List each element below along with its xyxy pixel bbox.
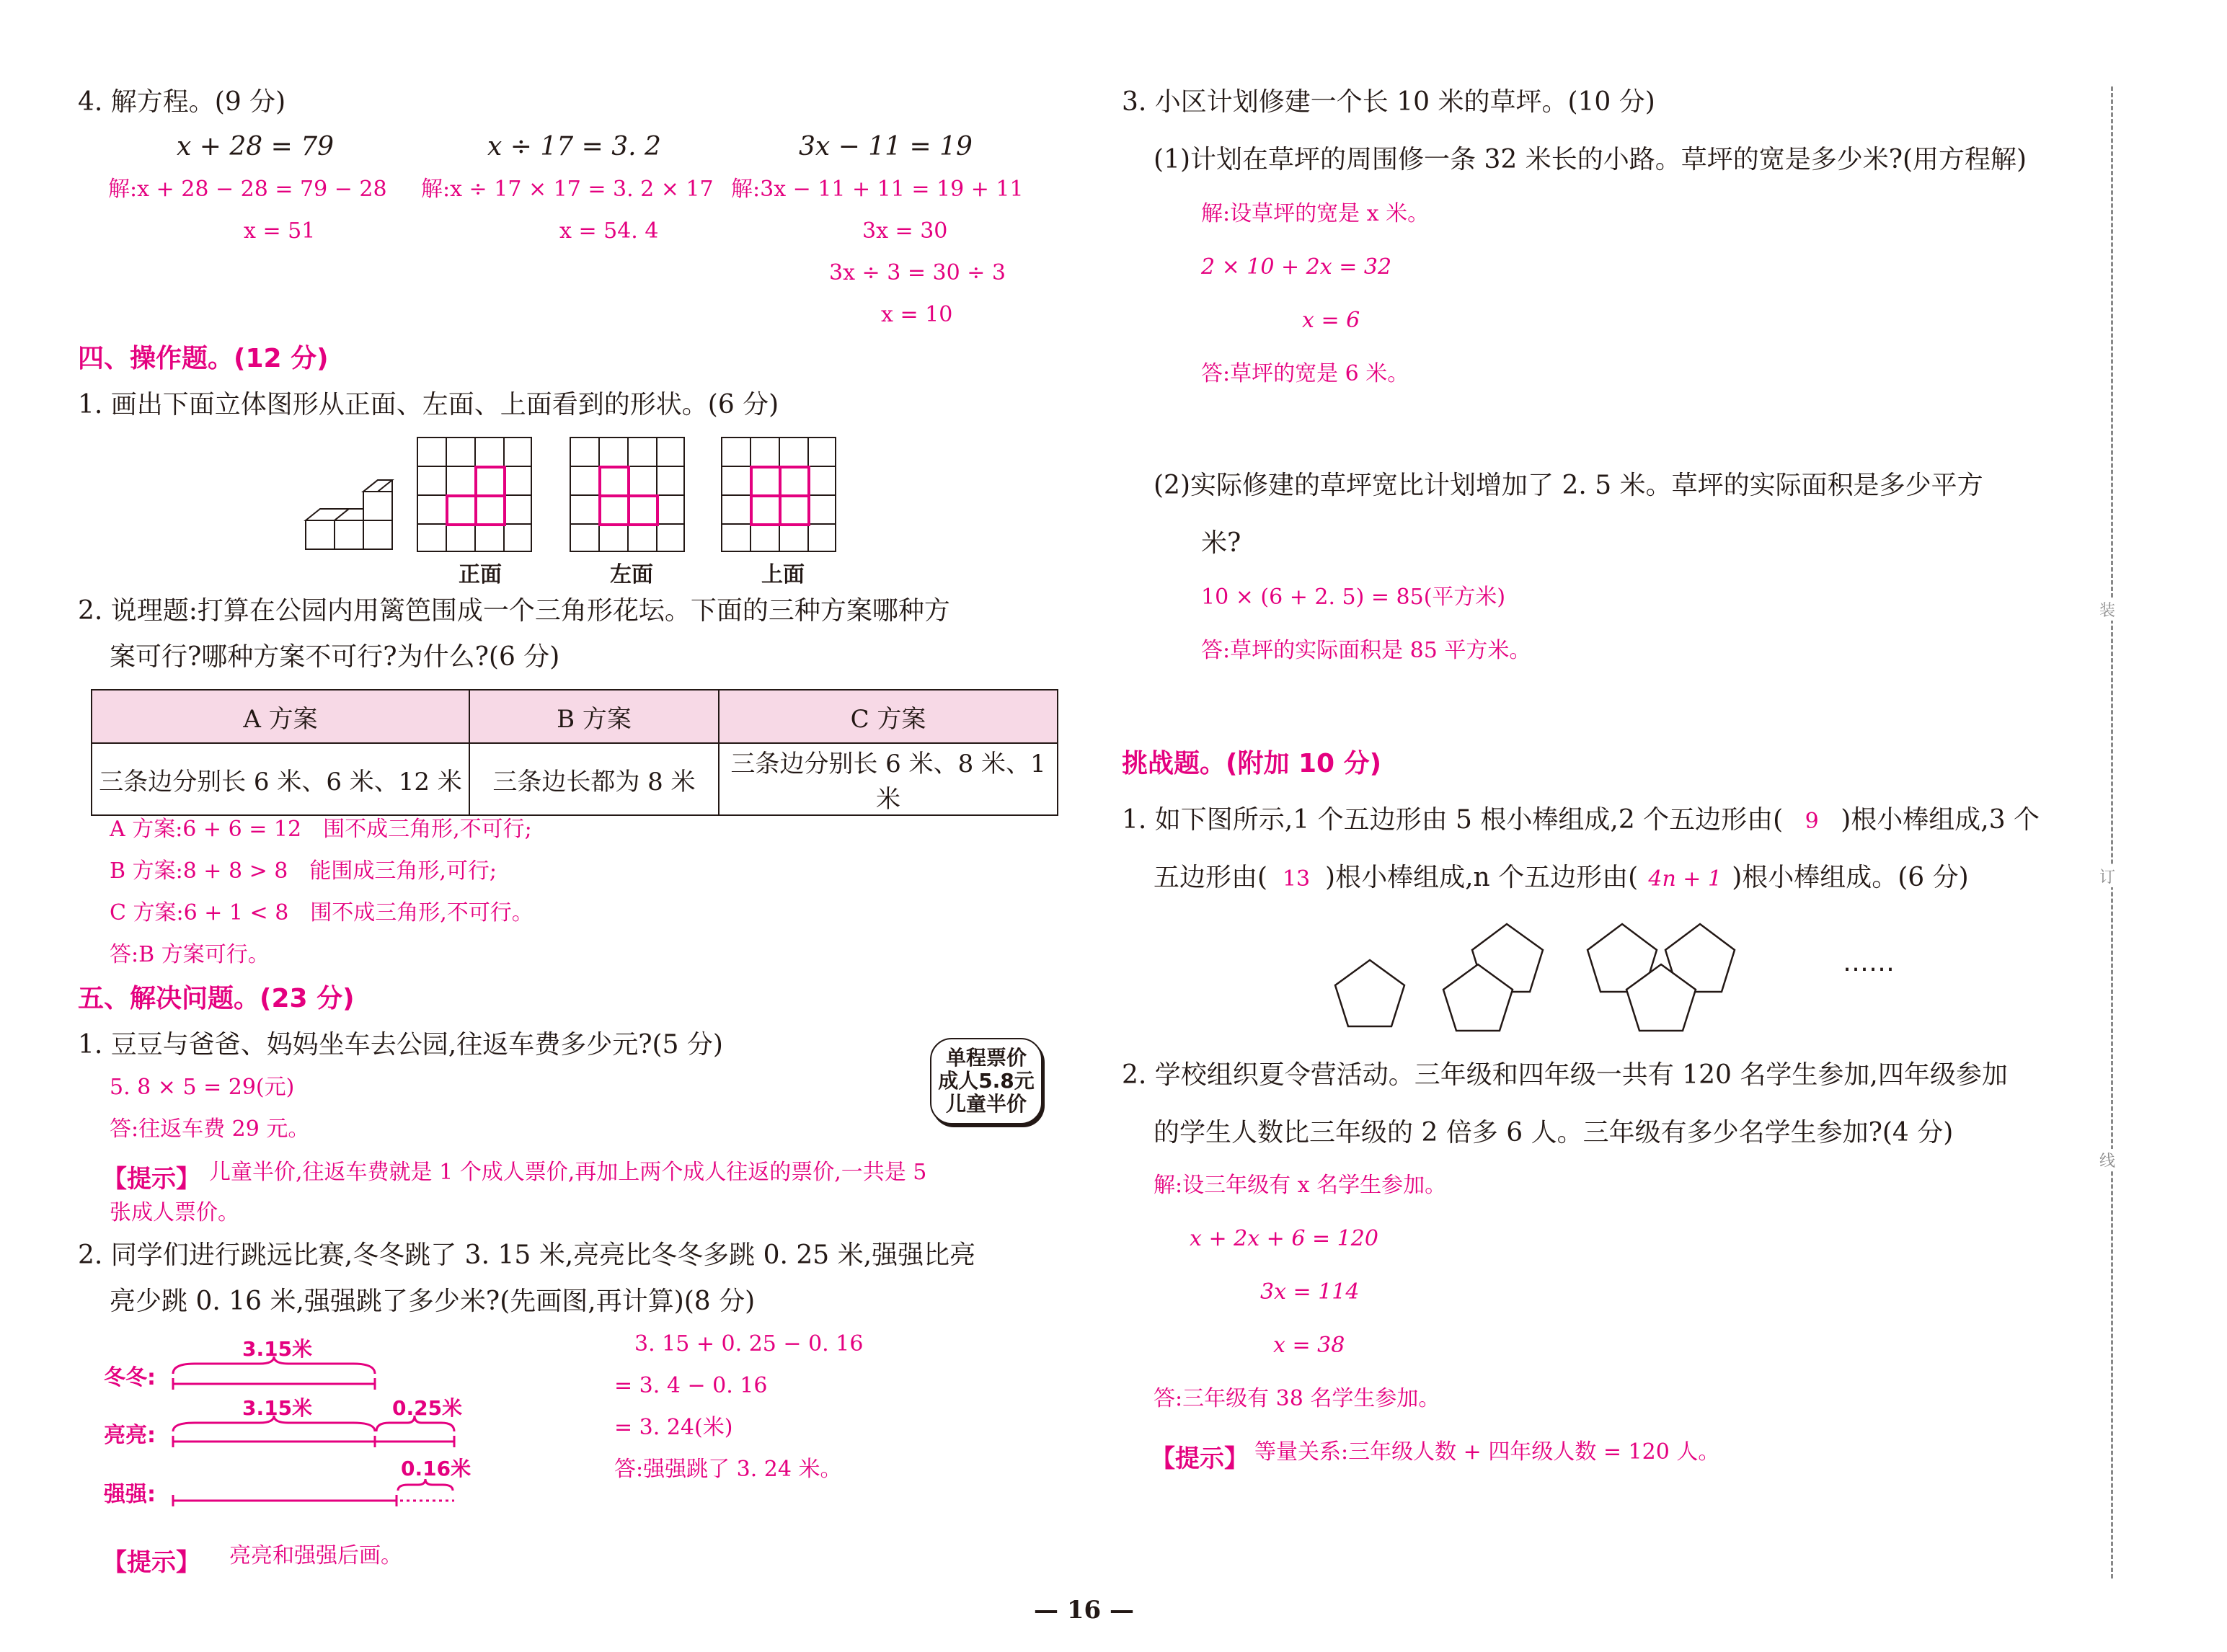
side-mark-ding: 订	[2099, 865, 2115, 887]
dia-016: 0.16米	[401, 1457, 471, 1480]
eq2-step2: x = 54. 4	[559, 218, 659, 244]
line-segment-diagram	[166, 1355, 469, 1514]
challenge-q2-line1: 2. 学校组织夏令营活动。三年级和四年级一共有 120 名学生参加,四年级参加	[1122, 1060, 2008, 1090]
front-view-drawing	[417, 437, 532, 552]
brace-qiangqiang-016	[398, 1479, 453, 1491]
q3-p2-answer: 答:草坪的实际面积是 85 平方米。	[1201, 638, 1531, 663]
challenge-q2-answer: 答:三年级有 38 名学生参加。	[1154, 1386, 1440, 1411]
binding-dashed-line	[2111, 86, 2113, 1578]
top-view-label: 上面	[761, 562, 805, 587]
plan-b-header: B 方案	[469, 690, 719, 743]
challenge-q2-step2: x + 2x + 6 = 120	[1190, 1226, 1378, 1251]
fare-line3: 儿童半价	[945, 1092, 1027, 1116]
pentagon-three	[1588, 924, 1735, 1031]
hint-label: 【提示】	[102, 1165, 200, 1194]
brace-dongdong-top	[173, 1356, 375, 1374]
hint-label-3: 【提示】	[1151, 1444, 1249, 1473]
challenge-q1-text-a: 1. 如下图所示,1 个五边形由 5 根小棒组成,2 个五边形由(	[1122, 805, 1784, 835]
cube-figure	[303, 461, 397, 555]
fare-sign	[930, 1038, 1042, 1124]
side-mark-xian: 线	[2099, 1149, 2115, 1171]
q3-title: 3. 小区计划修建一个长 10 米的草坪。(10 分)	[1122, 87, 1655, 117]
q3-part2-line1: (2)实际修建的草坪宽比计划增加了 2. 5 米。草坪的实际面积是多少平方	[1154, 471, 1983, 500]
eq1-step1: 解:x + 28 − 28 = 79 − 28	[108, 177, 387, 202]
eq3-step2: 3x = 30	[862, 218, 948, 244]
challenge-heading: 挑战题。(附加 10 分)	[1122, 749, 1382, 778]
challenge-q2-step3: 3x = 114	[1260, 1279, 1360, 1305]
pentagon-two	[1443, 924, 1543, 1031]
challenge-blank-13: 13	[1282, 866, 1311, 892]
plans-table-row	[92, 743, 1058, 815]
q3-p1-step1: 解:设草坪的宽是 x 米。	[1201, 201, 1430, 226]
plan-b-cell: 三条边长都为 8 米	[469, 743, 719, 815]
challenge-q1-line1	[1122, 807, 2040, 833]
sec5-q2-calc2: = 3. 4 − 0. 16	[614, 1373, 768, 1398]
plan-c-header: C 方案	[719, 690, 1058, 743]
side-mark-zhuang: 装	[2099, 598, 2115, 621]
dia-315: 3.15米	[242, 1396, 313, 1420]
sec4-q1: 1. 画出下面立体图形从正面、左面、上面看到的形状。(6 分)	[78, 390, 779, 419]
dia-label-qiangqiang: 强强:	[104, 1482, 156, 1507]
challenge-q1-text-e: )根小棒组成,n 个五边形由(	[1325, 863, 1639, 892]
hint-label-2: 【提示】	[102, 1548, 200, 1577]
eq3-step4: x = 10	[881, 302, 953, 327]
plan-c-answer: C 方案:6 + 1 < 8 围不成三角形,不可行。	[110, 900, 533, 925]
eq1-step2: x = 51	[244, 218, 316, 244]
challenge-q2-step4: x = 38	[1273, 1333, 1345, 1358]
top-view-drawing	[721, 437, 836, 552]
challenge-q2-line2: 的学生人数比三年级的 2 倍多 6 人。三年级有多少名学生参加?(4 分)	[1154, 1118, 1954, 1147]
challenge-blank-9: 9	[1805, 809, 1819, 834]
section4-heading: 四、操作题。(12 分)	[78, 344, 329, 373]
front-view-grid	[417, 437, 532, 552]
dia-label-dongdong: 冬冬:	[104, 1365, 156, 1390]
challenge-q1-text-d: 五边形由(	[1154, 863, 1268, 892]
brace-liangliang-025	[376, 1416, 454, 1431]
challenge-q1-line2	[1154, 865, 1969, 891]
plans-table-header-row	[92, 690, 1058, 743]
plans-table	[91, 689, 1058, 816]
sec4-q2-line1: 2. 说理题:打算在公园内用篱笆围成一个三角形花坛。下面的三种方案哪种方	[78, 596, 950, 626]
challenge-blank-4n1: 4n + 1	[1648, 866, 1722, 892]
sec5-q2-answer: 答:强强跳了 3. 24 米。	[614, 1457, 842, 1482]
q3-p1-answer: 答:草坪的宽是 6 米。	[1201, 361, 1409, 386]
plan-c-cell: 三条边分别长 6 米、8 米、1 米	[719, 743, 1058, 815]
sec5-q1: 1. 豆豆与爸爸、妈妈坐车去公园,往返车费多少元?(5 分)	[78, 1030, 723, 1060]
pentagon-figures	[1327, 910, 1846, 1039]
eq3: 3x − 11 = 19	[799, 132, 973, 161]
pentagon-ellipsis: ……	[1843, 948, 1895, 977]
dia-315-top: 3.15米	[242, 1337, 313, 1361]
top-view-grid	[721, 437, 836, 552]
q3-p1-step3: x = 6	[1302, 308, 1360, 333]
challenge-q2-hint: 等量关系:三年级人数 + 四年级人数 = 120 人。	[1254, 1439, 1720, 1465]
dia-label-liangliang: 亮亮:	[104, 1423, 156, 1448]
plan-a-cell: 三条边分别长 6 米、6 米、12 米	[92, 743, 469, 815]
sec5-q1-hint-line2: 张成人票价。	[110, 1200, 239, 1225]
sec5-q2-hint: 亮亮和强强后画。	[229, 1543, 402, 1568]
q3-p2-calc: 10 × (6 + 2. 5) = 85(平方米)	[1201, 585, 1506, 610]
sec5-q1-calc: 5. 8 × 5 = 29(元)	[110, 1075, 295, 1100]
left-view-label: 左面	[610, 562, 653, 587]
challenge-q1-text-c: )根小棒组成,3 个	[1841, 805, 2040, 835]
sec5-q1-hint-line1: 儿童半价,往返车费就是 1 个成人票价,再加上两个成人往返的票价,一共是 5	[209, 1160, 927, 1185]
fare-line2: 成人5.8元	[938, 1069, 1035, 1093]
plan-b-answer: B 方案:8 + 8 > 8 能围成三角形,可行;	[110, 858, 497, 884]
q3-p1-step2: 2 × 10 + 2x = 32	[1201, 254, 1392, 280]
plan-a-answer: A 方案:6 + 6 = 12 围不成三角形,不可行;	[110, 817, 532, 842]
sec5-q2-calc3: = 3. 24(米)	[614, 1415, 733, 1440]
q3-part1: (1)计划在草坪的周围修一条 32 米长的小路。草坪的宽是多少米?(用方程解)	[1154, 145, 2027, 174]
challenge-q2-step1: 解:设三年级有 x 名学生参加。	[1154, 1173, 1447, 1198]
challenge-q1-text-f: )根小棒组成。(6 分)	[1732, 863, 1969, 892]
dia-025: 0.25米	[392, 1396, 463, 1420]
sec4-q2-line2: 案可行?哪种方案不可行?为什么?(6 分)	[110, 642, 560, 672]
pentagon-one	[1335, 960, 1404, 1026]
plans-final-answer: 答:B 方案可行。	[110, 942, 270, 967]
sec5-q2-line2: 亮少跳 0. 16 米,强强跳了多少米?(先画图,再计算)(8 分)	[110, 1287, 756, 1316]
eq1: x + 28 = 79	[177, 132, 335, 161]
eq3-step1: 解:3x − 11 + 11 = 19 + 11	[731, 177, 1024, 202]
page-number: — 16 —	[1034, 1596, 1134, 1625]
eq3-step3: 3x ÷ 3 = 30 ÷ 3	[829, 260, 1006, 285]
section5-heading: 五、解决问题。(23 分)	[78, 984, 355, 1013]
sec5-q1-answer: 答:往返车费 29 元。	[110, 1116, 310, 1142]
brace-liangliang-315	[173, 1416, 375, 1431]
left-view-drawing	[570, 437, 685, 552]
plan-a-header: A 方案	[92, 690, 469, 743]
front-view-label: 正面	[459, 562, 502, 587]
left-view-grid	[570, 437, 685, 552]
q3-part2-line2: 米?	[1201, 528, 1241, 558]
sec5-q2-line1: 2. 同学们进行跳远比赛,冬冬跳了 3. 15 米,亮亮比冬冬多跳 0. 25 米,强强比亮	[78, 1240, 976, 1270]
q4-title: 4. 解方程。(9 分)	[78, 87, 286, 117]
eq2-step1: 解:x ÷ 17 × 17 = 3. 2 × 17	[421, 177, 714, 202]
eq2: x ÷ 17 = 3. 2	[487, 132, 661, 161]
fare-line1: 单程票价	[945, 1046, 1027, 1070]
sec5-q2-calc1: 3. 15 + 0. 25 − 0. 16	[634, 1331, 864, 1356]
